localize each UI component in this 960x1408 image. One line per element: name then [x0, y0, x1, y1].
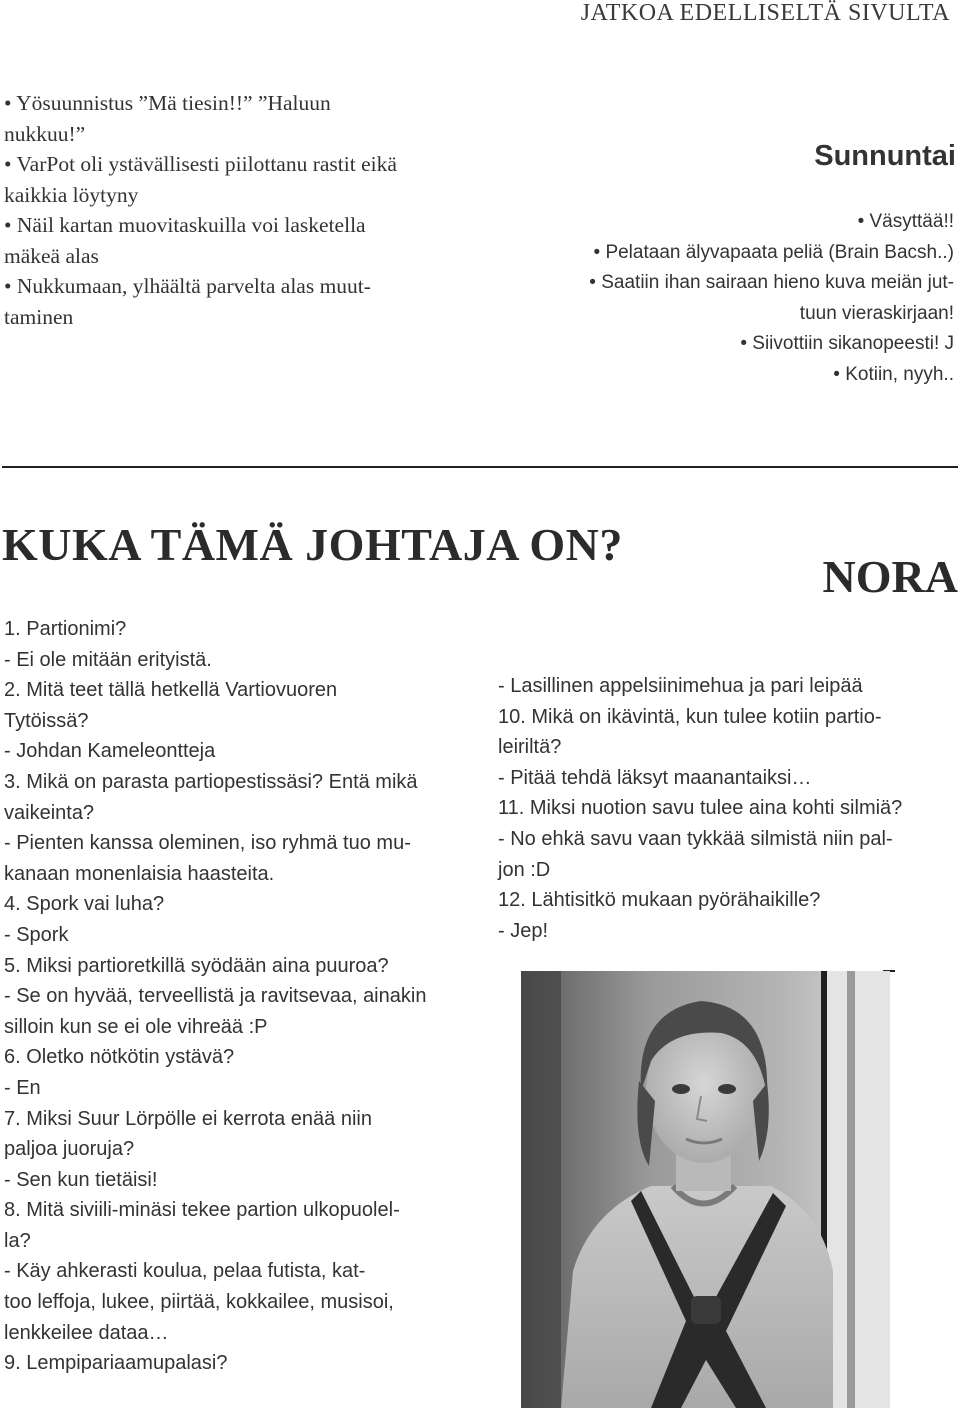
list-item: kaikkia löytyny: [4, 182, 139, 207]
list-item: • Siivottiin sikanopeesti! J: [740, 333, 954, 354]
qa-line: 9. Lempipariaamupalasi?: [4, 1352, 228, 1375]
list-item: • Nukkumaan, ylhäältä parvelta alas muut-: [4, 274, 371, 298]
qa-line: kanaan monenlaisia haasteita.: [4, 862, 275, 885]
list-item: • Väsyttää!!: [857, 211, 954, 232]
list-item: • Yösuunnistus ”Mä tiesin!!” ”Haluun: [4, 91, 331, 115]
qa-line: lenkkeilee dataa…: [4, 1321, 169, 1344]
qa-line: 3. Mikä on parasta partiopestissäsi? Entä mikä: [4, 770, 418, 793]
qa-line: 8. Mitä siviili-minäsi tekee partion ulkopuolel-: [4, 1199, 400, 1222]
list-item: • Näil kartan muovitaskuilla voi lasketella: [4, 213, 366, 237]
qa-line: paljoa juoruja?: [4, 1138, 135, 1161]
qa-line: 10. Mikä on ikävintä, kun tulee kotiin partio-: [498, 705, 882, 728]
list-item: • Kotiin, nyyh..: [833, 363, 954, 385]
section-divider: [2, 466, 958, 468]
interview-qa-right-column: [498, 671, 958, 946]
qa-line: la?: [4, 1229, 31, 1252]
qa-line: - Pitää tehdä läksyt maanantaiksi…: [498, 766, 812, 789]
qa-line: - Johdan Kameleontteja: [4, 740, 216, 763]
qa-line: Tytöissä?: [4, 709, 89, 732]
qa-line: - Lasillinen appelsiinimehua ja pari leipää: [498, 675, 863, 697]
qa-line: - No ehkä savu vaan tykkää silmistä niin pal-: [498, 827, 893, 850]
list-item: tuun vieraskirjaan!: [799, 302, 954, 324]
qa-line: jon :D: [498, 858, 551, 881]
qa-line: - Ei ole mitään erityistä.: [4, 648, 212, 671]
list-item: nukkuu!”: [4, 121, 86, 146]
qa-line: - Spork: [4, 923, 69, 946]
list-item: • Saatiin ihan sairaan hieno kuva meiän jut-: [589, 272, 954, 293]
qa-line: silloin kun se ei ole vihreää :P: [4, 1015, 268, 1038]
sunday-bullet-list: [494, 207, 954, 390]
qa-line: - Käy ahkerasti koulua, pelaa futista, kat-: [4, 1260, 366, 1283]
qa-line: - En: [4, 1076, 41, 1099]
list-item: taminen: [4, 304, 74, 329]
qa-line: 2. Mitä teet tällä hetkellä Vartiovuoren: [4, 679, 338, 702]
qa-line: 1. Partionimi?: [4, 618, 127, 640]
qa-line: - Jep!: [498, 919, 549, 942]
qa-line: 6. Oletko nötkötin ystävä?: [4, 1046, 235, 1069]
interview-title: KUKA TÄMÄ JOHTAJA ON?: [2, 519, 623, 570]
qa-line: 4. Spork vai luha?: [4, 893, 165, 916]
interview-qa-left-column: [4, 614, 474, 1379]
list-item: • Pelataan älyvapaata peliä (Brain Bacsh..): [593, 241, 954, 263]
qa-line: vaikeinta?: [4, 801, 95, 824]
qa-line: too leffoja, lukee, piirtää, kokkailee, musisoi,: [4, 1291, 394, 1314]
list-item: • VarPot oli ystävällisesti piilottanu rastit eikä: [4, 152, 397, 176]
qa-line: 7. Miksi Suur Lörpölle ei kerrota enää niin: [4, 1107, 372, 1130]
qa-line: 11. Miksi nuotion savu tulee aina kohti silmiä?: [498, 797, 903, 820]
qa-line: - Pienten kanssa oleminen, iso ryhmä tuo mu-: [4, 832, 411, 855]
saturday-bullet-list: [4, 88, 424, 332]
interviewee-name: NORA: [822, 551, 958, 602]
page-header-title: JATKOA EDELLISELTÄ SIVULTA: [580, 0, 950, 26]
interviewee-photo: [521, 971, 890, 1408]
qa-line: - Sen kun tietäisi!: [4, 1168, 158, 1191]
qa-line: 12. Lähtisitkö mukaan pyörähaikille?: [498, 889, 821, 912]
list-item: mäkeä alas: [4, 243, 99, 268]
qa-line: - Se on hyvää, terveellistä ja ravitsevaa, ainakin: [4, 985, 427, 1008]
qa-line: 5. Miksi partioretkillä syödään aina puuroa?: [4, 954, 389, 977]
qa-line: leiriltä?: [498, 736, 562, 759]
sunday-heading: Sunnuntai: [814, 140, 956, 172]
